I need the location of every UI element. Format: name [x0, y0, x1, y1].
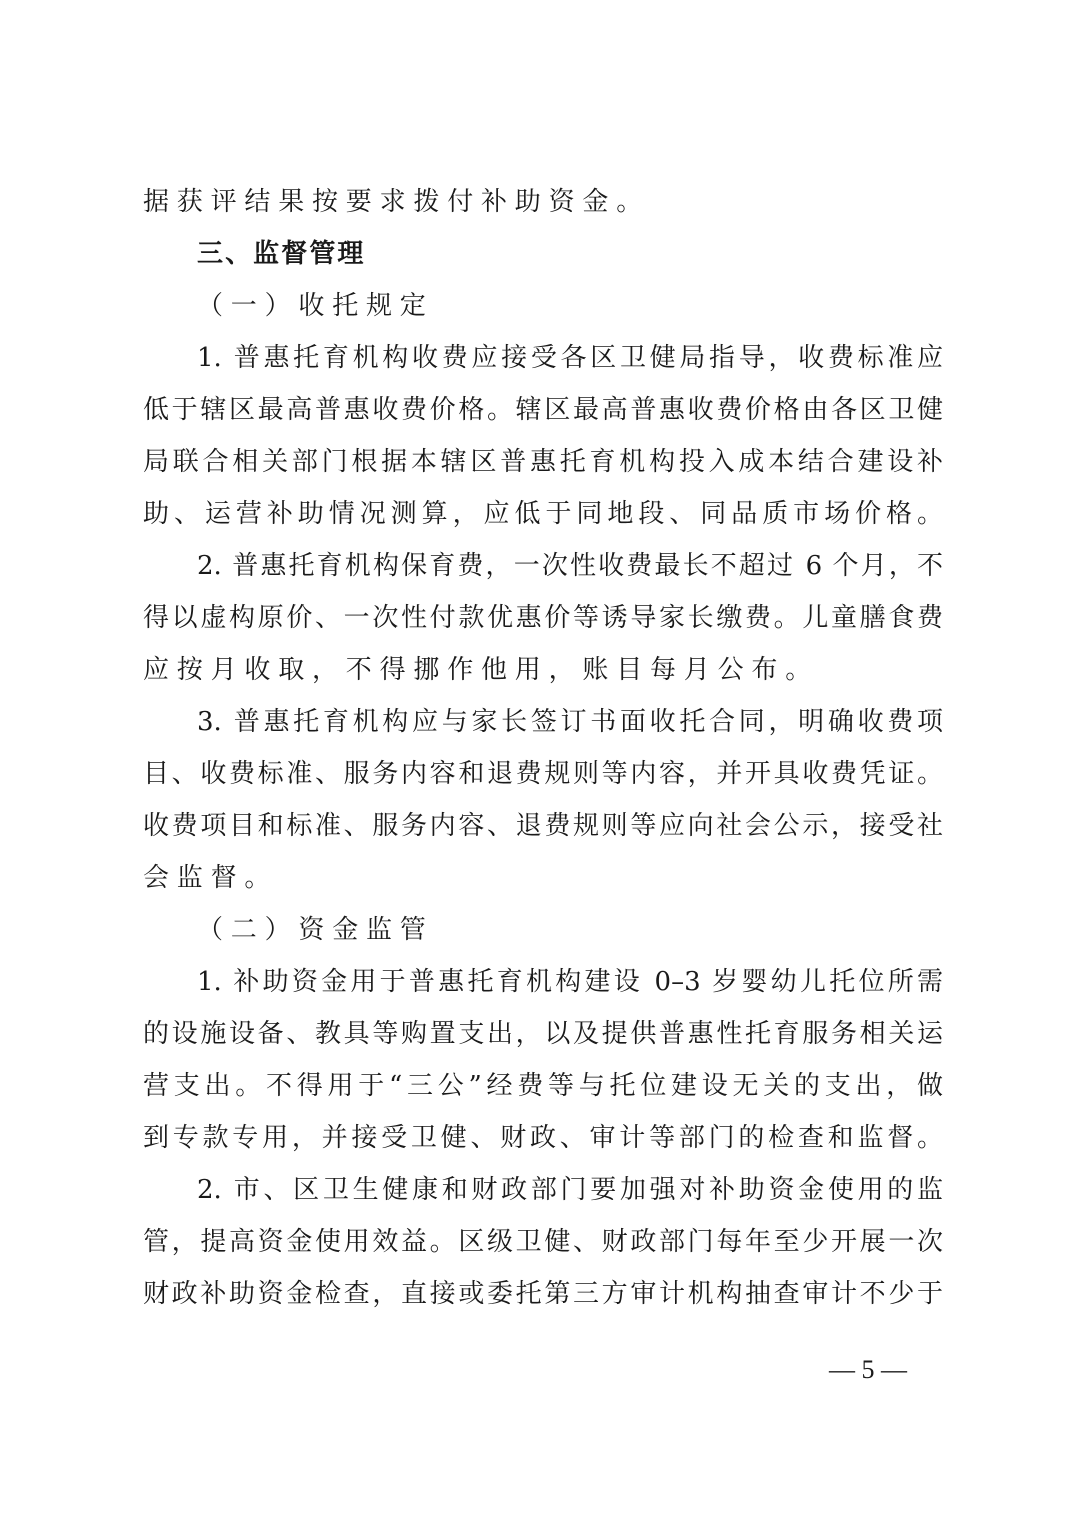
paragraph-line: 营支出。不得用于“三公”经费等与托位建设无关的支出，做 — [143, 1071, 943, 1101]
paragraph-line: 管，提高资金使用效益。区级卫健、财政部门每年至少开展一次 — [143, 1227, 943, 1257]
page-number: — 5 — — [829, 1355, 907, 1384]
paragraph-line: 得以虚构原价、一次性付款优惠价等诱导家长缴费。儿童膳食费 — [143, 603, 943, 633]
paragraph-line: 低于辖区最高普惠收费价格。辖区最高普惠收费价格由各区卫健 — [143, 395, 943, 425]
paragraph-line: 的设施设备、教具等购置支出，以及提供普惠性托育服务相关运 — [143, 1019, 943, 1049]
paragraph-line: 局联合相关部门根据本辖区普惠托育机构投入成本结合建设补 — [143, 447, 943, 477]
subsection-heading: （二）资金监管 — [197, 915, 434, 945]
paragraph-line: 1. 普惠托育机构收费应接受各区卫健局指导，收费标准应 — [197, 343, 943, 373]
paragraph-line: 会监督。 — [143, 863, 279, 893]
paragraph-line: 据获评结果按要求拨付补助资金。 — [143, 187, 651, 217]
paragraph-line: 1. 补助资金用于普惠托育机构建设 0–3 岁婴幼儿托位所需 — [197, 967, 943, 997]
paragraph-line: 财政补助资金检查，直接或委托第三方审计机构抽查审计不少于 — [143, 1279, 943, 1309]
paragraph-line: 2. 市、区卫生健康和财政部门要加强对补助资金使用的监 — [197, 1175, 943, 1205]
paragraph-line: 3. 普惠托育机构应与家长签订书面收托合同，明确收费项 — [197, 707, 943, 737]
paragraph-line: 助、运营补助情况测算，应低于同地段、同品质市场价格。 — [143, 499, 943, 529]
paragraph-line: 收费项目和标准、服务内容、退费规则等应向社会公示，接受社 — [143, 811, 943, 841]
paragraph-line: 应按月收取，不得挪作他用，账目每月公布。 — [143, 655, 820, 685]
section-heading: 三、监督管理 — [197, 239, 366, 269]
paragraph-line: 目、收费标准、服务内容和退费规则等内容，并开具收费凭证。 — [143, 759, 943, 789]
paragraph-line: 2. 普惠托育机构保育费，一次性收费最长不超过 6 个月，不 — [197, 551, 943, 581]
document-body — [143, 176, 943, 1320]
subsection-heading: （一）收托规定 — [197, 291, 434, 321]
paragraph-line: 到专款专用，并接受卫健、财政、审计等部门的检查和监督。 — [143, 1123, 943, 1153]
